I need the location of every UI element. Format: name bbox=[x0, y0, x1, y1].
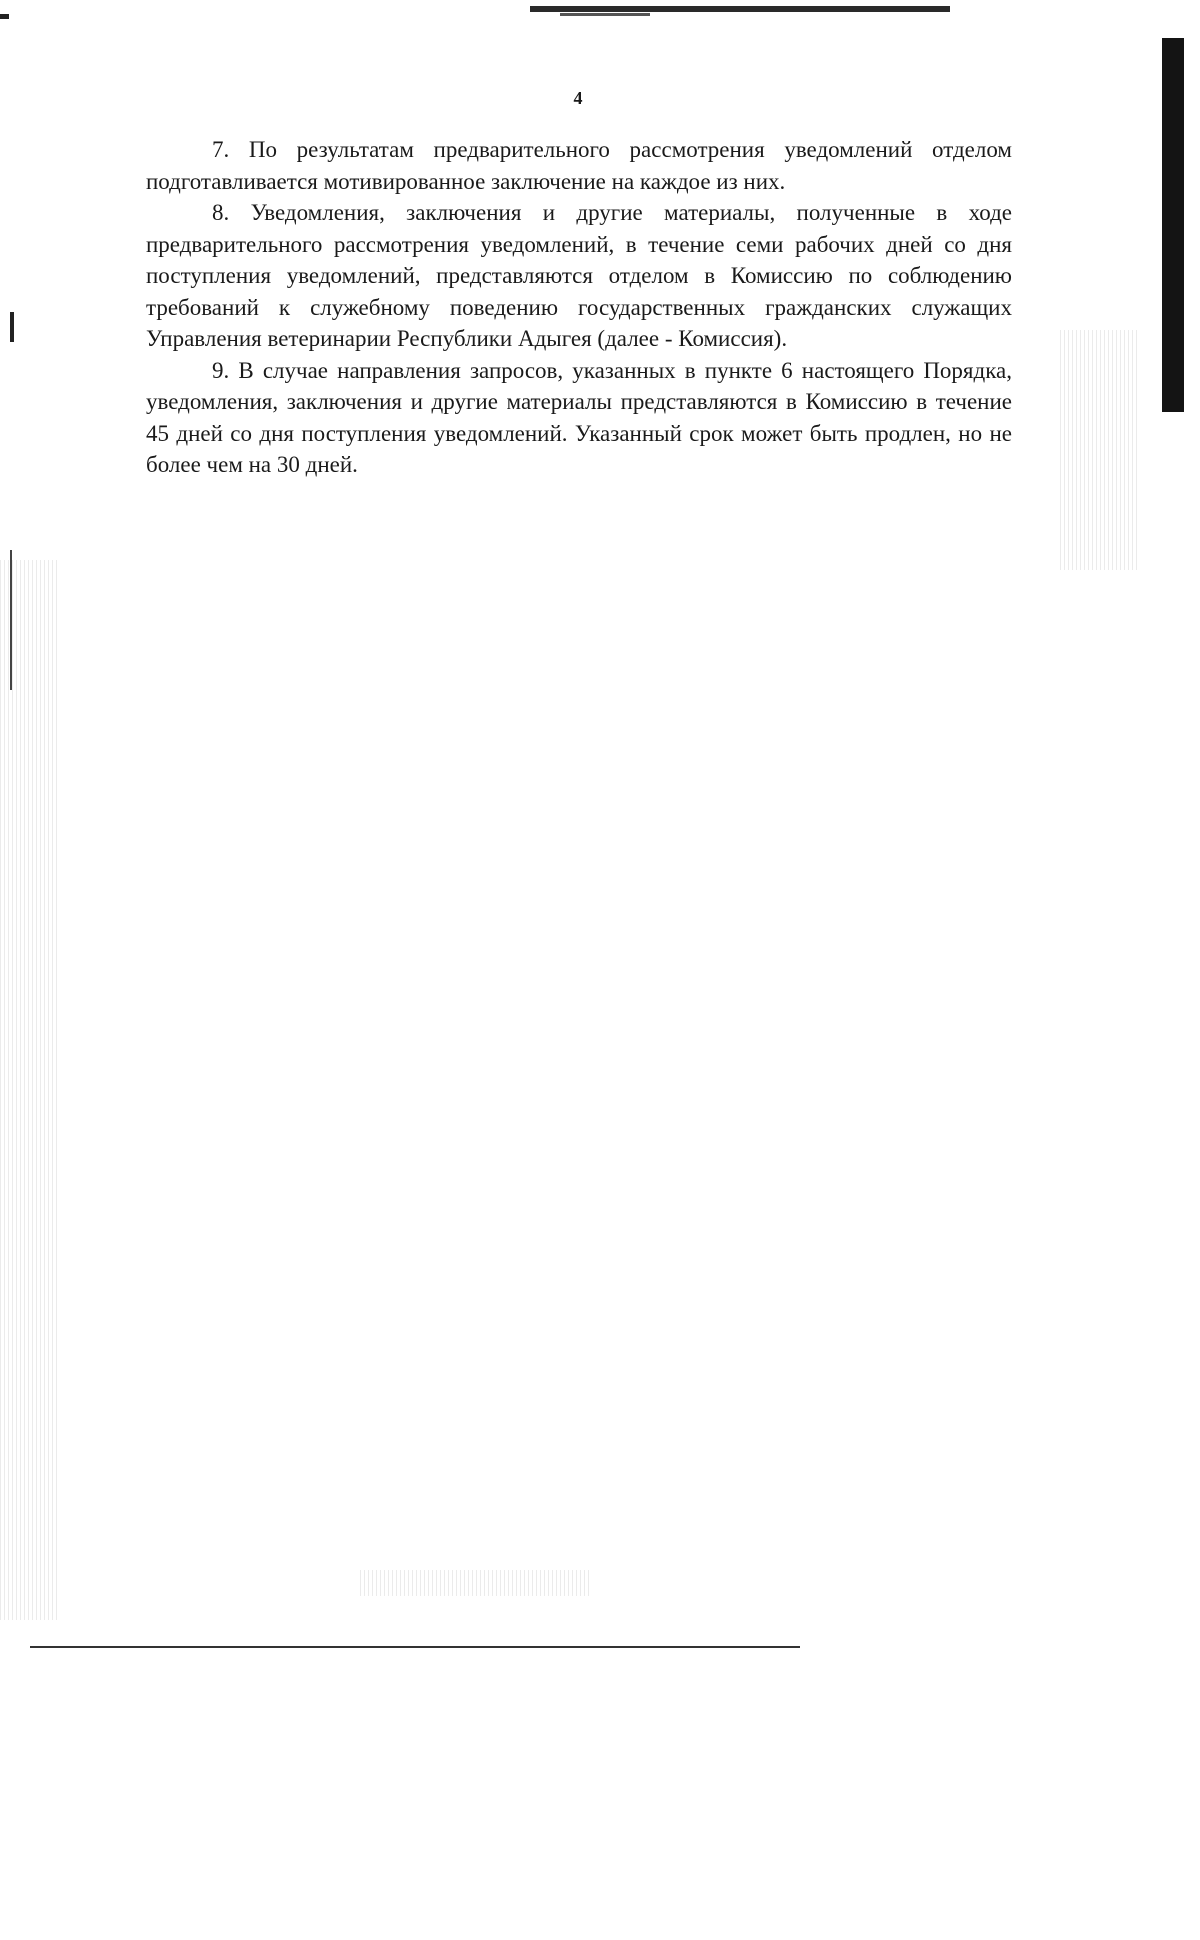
scan-speckle-right bbox=[1060, 330, 1140, 570]
scan-artifact-right-bar bbox=[1162, 38, 1184, 412]
document-body bbox=[146, 134, 1012, 481]
scan-artifact-top-mark bbox=[560, 13, 650, 16]
scan-artifact-bottom-rule bbox=[30, 1646, 800, 1648]
paragraph-9: 9. В случае направления запросов, указанных в пункте 6 настоящего Порядка, уведомления, заключения и другие материалы представляются в Комиссию в течение 45 дней со дня поступления уведомлений. Указанный срок может быть продлен, но не более чем на 30 дней. bbox=[146, 357, 1012, 477]
scan-artifact-top-bar bbox=[530, 6, 950, 12]
scan-speckle-left bbox=[0, 560, 60, 1620]
page-number: 4 bbox=[573, 88, 583, 108]
paragraph-7: 7. По результатам предварительного рассмотрения уведомлений отделом подготавливается мотивированное заключение на каждое из них. bbox=[146, 137, 1012, 194]
scan-speckle-bottom bbox=[360, 1570, 590, 1596]
paragraph-8: 8. Уведомления, заключения и другие материалы, полученные в ходе предварительного рассмотрения уведомлений, в течение семи рабочих дней со дня поступления уведомлений, представляются отделом в Комиссию по соблюдению требований к служебному поведению государственных гражданских служащих Управления ветеринарии Республики Адыгея (далее - Комиссия). bbox=[146, 200, 1012, 351]
scan-artifact-left-top-mark bbox=[0, 14, 9, 19]
scan-artifact-left-mark bbox=[10, 312, 14, 342]
